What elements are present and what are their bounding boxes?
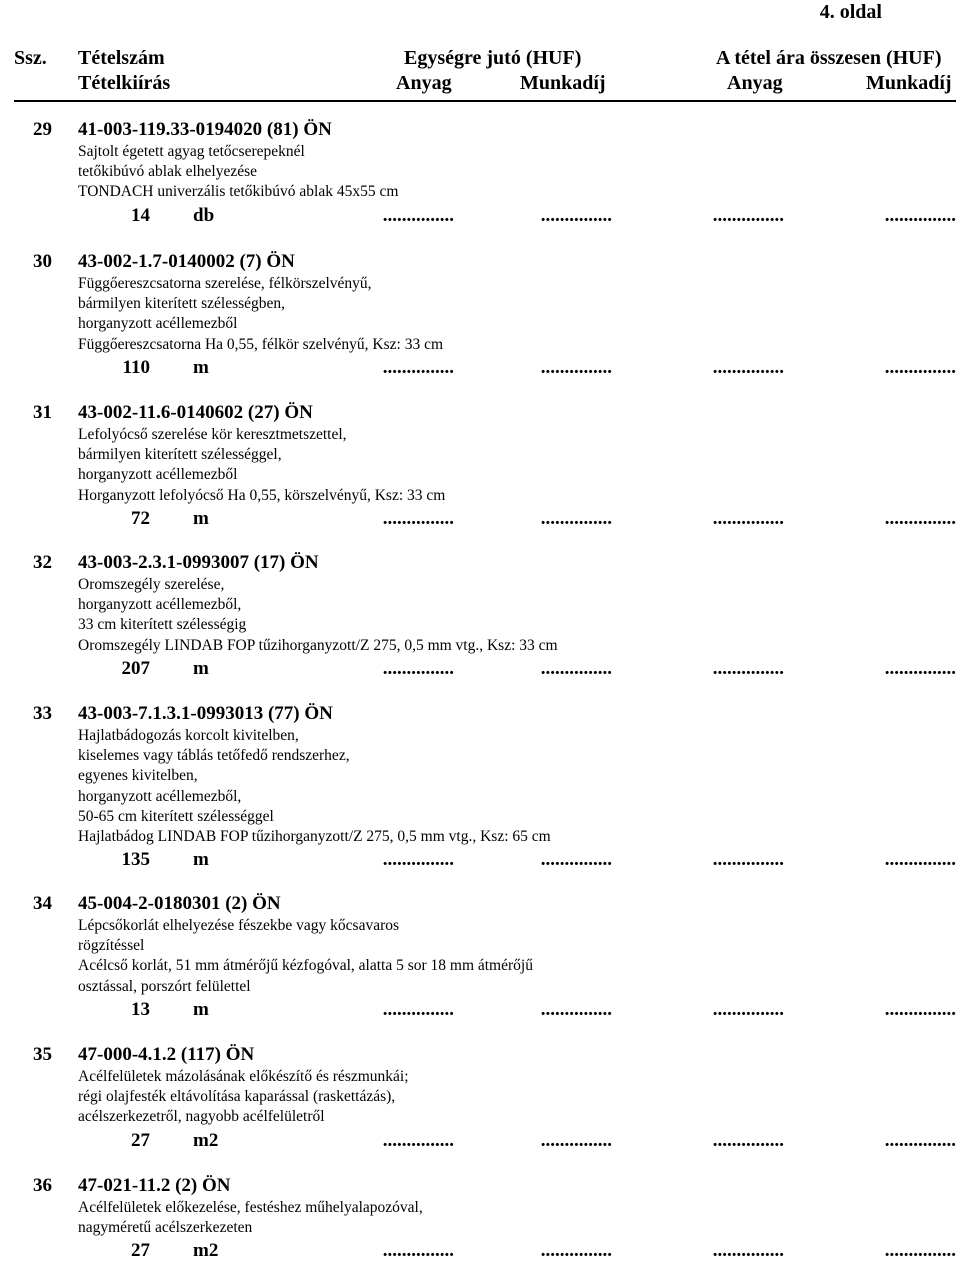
item-number: 33 (33, 703, 52, 724)
header-tetelszam: Tételszám (78, 47, 165, 69)
description-line: Acélfelületek előkezelése, festéshez műhelyalapozóval, (78, 1199, 423, 1216)
unit-material-price-field[interactable]: ............... (382, 507, 454, 529)
header-anyag-unit: Anyag (396, 72, 452, 94)
description-line: egyenes kivitelben, (78, 767, 198, 785)
quantity-row (0, 204, 960, 228)
item-quantity: 110 (122, 356, 150, 378)
total-material-price-field[interactable]: ............... (712, 1240, 784, 1262)
item-quantity: 27 (131, 1129, 150, 1151)
description-line: horganyzott acéllemezből, (78, 787, 242, 805)
item-description (78, 1067, 409, 1128)
unit-labor-price-field[interactable]: ............... (540, 657, 612, 679)
header-divider (14, 100, 956, 102)
total-material-price-field[interactable]: ............... (712, 998, 784, 1020)
unit-material-price-field[interactable]: ............... (382, 204, 454, 226)
description-line: kiselemes vagy táblás tetőfedő rendszerhez, (78, 747, 350, 765)
total-material-price-field[interactable]: ............... (712, 507, 784, 529)
item-quantity: 207 (121, 657, 150, 679)
description-line: 50-65 cm kiterített szélességgel (78, 807, 274, 825)
total-labor-price-field[interactable]: ............... (884, 356, 956, 378)
description-line: Lefolyócső szerelése kör keresztmetszettel, (78, 426, 347, 443)
item-number: 36 (33, 1175, 52, 1196)
item-description (78, 425, 445, 506)
description-line: acélszerkezetről, nagyobb acélfelületről (78, 1108, 325, 1126)
total-labor-price-field[interactable]: ............... (884, 998, 956, 1020)
item-number: 34 (33, 893, 52, 914)
description-line: Sajtolt égetett agyag tetőcserepeknél (78, 143, 305, 160)
item-quantity: 27 (131, 1240, 150, 1262)
quantity-row (0, 507, 960, 531)
description-line: Függőereszcsatorna szerelése, félkörszelvényű, (78, 275, 372, 292)
item-code: 43-003-7.1.3.1-0993013 (77) ÖN (78, 703, 333, 724)
total-labor-price-field[interactable]: ............... (884, 204, 956, 226)
unit-labor-price-field[interactable]: ............... (540, 507, 612, 529)
item-unit: m2 (193, 1129, 219, 1151)
item-unit: m (193, 849, 209, 871)
quantity-row (0, 1129, 960, 1153)
description-line: Hajlatbádog LINDAB FOP tűzihorganyzott/Z 275, 0,5 mm vtg., Ksz: 65 cm (78, 827, 551, 845)
item-unit: m (193, 657, 209, 679)
item-description (78, 274, 443, 355)
quantity-row (0, 848, 960, 872)
item-description (78, 142, 398, 203)
quantity-row (0, 1239, 960, 1263)
description-line: Hajlatbádogozás korcolt kivitelben, (78, 727, 299, 744)
description-line: Oromszegély szerelése, (78, 576, 225, 593)
item-number: 35 (33, 1044, 52, 1065)
unit-labor-price-field[interactable]: ............... (540, 849, 612, 871)
total-labor-price-field[interactable]: ............... (884, 1240, 956, 1262)
item-code: 43-002-11.6-0140602 (27) ÖN (78, 402, 313, 423)
description-line: Függőereszcsatorna Ha 0,55, félkör szelvényű, Ksz: 33 cm (78, 335, 443, 353)
description-line: rögzítéssel (78, 937, 145, 955)
item-code: 43-003-2.3.1-0993007 (17) ÖN (78, 552, 319, 573)
item-unit: m (193, 998, 209, 1020)
description-line: Acélcső korlát, 51 mm átmérőjű kézfogóval, alatta 5 sor 18 mm átmérőjű (78, 957, 533, 975)
description-line: horganyzott acéllemezből (78, 315, 238, 333)
total-labor-price-field[interactable]: ............... (884, 657, 956, 679)
header-tetelkiiras: Tételkiírás (78, 72, 171, 94)
item-unit: db (193, 204, 215, 226)
total-labor-price-field[interactable]: ............... (884, 507, 956, 529)
item-number: 32 (33, 552, 52, 573)
unit-material-price-field[interactable]: ............... (382, 849, 454, 871)
description-line: tetőkibúvó ablak elhelyezése (78, 163, 258, 181)
total-material-price-field[interactable]: ............... (712, 204, 784, 226)
description-line: horganyzott acéllemezből (78, 466, 238, 484)
item-quantity: 135 (121, 849, 150, 871)
description-line: Lépcsőkorlát elhelyezése fészekbe vagy kőcsavaros (78, 917, 400, 934)
unit-material-price-field[interactable]: ............... (382, 356, 454, 378)
item-description (78, 575, 558, 656)
header-egysegre-juto: Egységre jutó (HUF) (404, 47, 582, 69)
item-code: 47-000-4.1.2 (117) ÖN (78, 1044, 255, 1065)
description-line: bármilyen kiterített szélességgel, (78, 446, 282, 464)
item-quantity: 72 (131, 507, 150, 529)
total-material-price-field[interactable]: ............... (712, 1129, 784, 1151)
unit-labor-price-field[interactable]: ............... (540, 356, 612, 378)
item-code: 43-002-1.7-0140002 (7) ÖN (78, 251, 295, 272)
item-number: 29 (33, 119, 52, 140)
quantity-row (0, 657, 960, 681)
total-material-price-field[interactable]: ............... (712, 356, 784, 378)
unit-labor-price-field[interactable]: ............... (540, 1129, 612, 1151)
unit-material-price-field[interactable]: ............... (382, 657, 454, 679)
item-quantity: 14 (131, 204, 150, 226)
item-description (78, 916, 533, 997)
item-unit: m (193, 507, 209, 529)
total-labor-price-field[interactable]: ............... (884, 849, 956, 871)
item-code: 45-004-2-0180301 (2) ÖN (78, 893, 281, 914)
description-line: osztással, porszórt felülettel (78, 977, 251, 995)
unit-labor-price-field[interactable]: ............... (540, 998, 612, 1020)
description-line: bármilyen kiterített szélességben, (78, 295, 286, 313)
item-unit: m (193, 356, 209, 378)
header-anyag-total: Anyag (727, 72, 783, 94)
description-line: Horganyzott lefolyócső Ha 0,55, körszelvényű, Ksz: 33 cm (78, 486, 446, 504)
unit-labor-price-field[interactable]: ............... (540, 1240, 612, 1262)
item-description (78, 1198, 423, 1238)
description-line: nagyméretű acélszerkezeten (78, 1219, 253, 1237)
header-munkadij-unit: Munkadíj (520, 72, 606, 94)
description-line: Oromszegély LINDAB FOP tűzihorganyzott/Z 275, 0,5 mm vtg., Ksz: 33 cm (78, 636, 558, 654)
description-line: TONDACH univerzális tetőkibúvó ablak 45x55 cm (78, 183, 399, 201)
total-material-price-field[interactable]: ............... (712, 657, 784, 679)
item-quantity: 13 (131, 998, 150, 1020)
header-tetel-ara-osszesen: A tétel ára összesen (HUF) (716, 47, 942, 69)
unit-labor-price-field[interactable]: ............... (540, 204, 612, 226)
item-code: 47-021-11.2 (2) ÖN (78, 1175, 231, 1196)
item-description (78, 726, 551, 847)
item-code: 41-003-119.33-0194020 (81) ÖN (78, 119, 332, 140)
header-munkadij-total: Munkadíj (866, 72, 952, 94)
total-material-price-field[interactable]: ............... (712, 849, 784, 871)
description-line: Acélfelületek mázolásának előkészítő és részmunkái; (78, 1068, 409, 1085)
quantity-row (0, 356, 960, 380)
item-number: 31 (33, 402, 52, 423)
description-line: 33 cm kiterített szélességig (78, 616, 247, 634)
unit-material-price-field[interactable]: ............... (382, 998, 454, 1020)
description-line: horganyzott acéllemezből, (78, 596, 242, 614)
unit-material-price-field[interactable]: ............... (382, 1129, 454, 1151)
quantity-row (0, 998, 960, 1022)
unit-material-price-field[interactable]: ............... (382, 1240, 454, 1262)
total-labor-price-field[interactable]: ............... (884, 1129, 956, 1151)
description-line: régi olajfesték eltávolítása kaparással (raskettázás), (78, 1088, 396, 1106)
header-ssz: Ssz. (14, 47, 47, 69)
page-number: 4. oldal (819, 1, 882, 23)
item-number: 30 (33, 251, 52, 272)
item-unit: m2 (193, 1240, 219, 1262)
